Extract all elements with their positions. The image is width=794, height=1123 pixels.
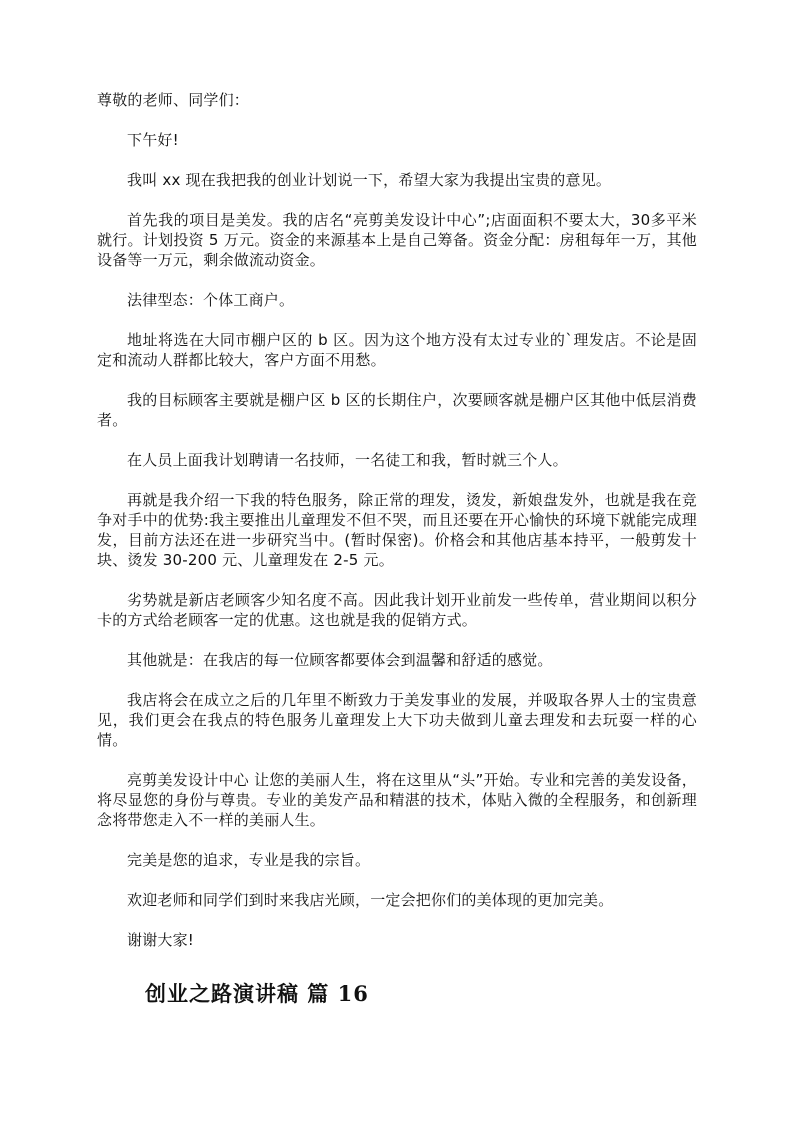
paragraph-future: 我店将会在成立之后的几年里不断致力于美发事业的发展，并吸取各界人士的宝贵意见，我们更会在我点的特色服务儿童理发上大下功夫做到儿童去理发和去玩耍一样的心情。 <box>97 691 697 749</box>
paragraph-weakness: 劣势就是新店老顾客少知名度不高。因此我计划开业前发一些传单，营业期间以积分卡的方式给老顾客一定的优惠。这也就是我的促销方式。 <box>97 591 697 629</box>
paragraph-introduction: 我叫 xx 现在我把我的创业计划说一下，希望大家为我提出宝贵的意见。 <box>127 171 612 189</box>
document-body <box>97 90 697 970</box>
paragraph-services: 再就是我介绍一下我的特色服务，除正常的理发，烫发，新娘盘发外，也就是我在竞争对手中的优势:我主要推出儿童理发不但不哭，而且还要在开心愉快的环境下就能完成理发，目前方法还在进一步研究当中。(暂时保密)。价格会和其他店基本持平，一般剪发十块、烫发 30-200 元、儿童理发在 2-5 元。 <box>97 491 697 569</box>
paragraph-greeting: 下午好! <box>127 131 179 149</box>
salutation: 尊敬的老师、同学们： <box>97 91 250 109</box>
paragraph-other: 其他就是：在我店的每一位顾客都要体会到温馨和舒适的感觉。 <box>127 651 553 669</box>
paragraph-legal-form: 法律型态：个体工商户。 <box>127 291 295 309</box>
paragraph-slogan: 亮剪美发设计中心 让您的美丽人生，将在这里从“头”开始。专业和完善的美发设备，将尽显您的身份与尊贵。专业的美发产品和精湛的技术，体贴入微的全程服务，和创新理念将带您走入不一样的美丽人生。 <box>97 771 697 829</box>
paragraph-address: 地址将选在大同市棚户区的 b 区。因为这个地方没有太过专业的`理发店。不论是固定和流动人群都比较大，客户方面不用愁。 <box>97 331 697 369</box>
section-heading: 创业之路演讲稿 篇 16 <box>145 981 369 1006</box>
paragraph-staff: 在人员上面我计划聘请一名技师，一名徒工和我，暂时就三个人。 <box>127 451 568 469</box>
paragraph-welcome: 欢迎老师和同学们到时来我店光顾，一定会把你们的美体现的更加完美。 <box>127 891 614 909</box>
paragraph-target-customers: 我的目标顾客主要就是棚户区 b 区的长期住户，次要顾客就是棚户区其他中低层消费者。 <box>97 391 697 429</box>
paragraph-thanks: 谢谢大家! <box>127 931 195 949</box>
paragraph-project: 首先我的项目是美发。我的店名“亮剪美发设计中心”;店面面积不要太大，30多平米就行。计划投资 5 万元。资金的来源基本上是自己筹备。资金分配：房租每年一万，其他设备等一万元，剩余做流动资金。 <box>97 211 697 269</box>
paragraph-motto: 完美是您的追求，专业是我的宗旨。 <box>127 851 371 869</box>
